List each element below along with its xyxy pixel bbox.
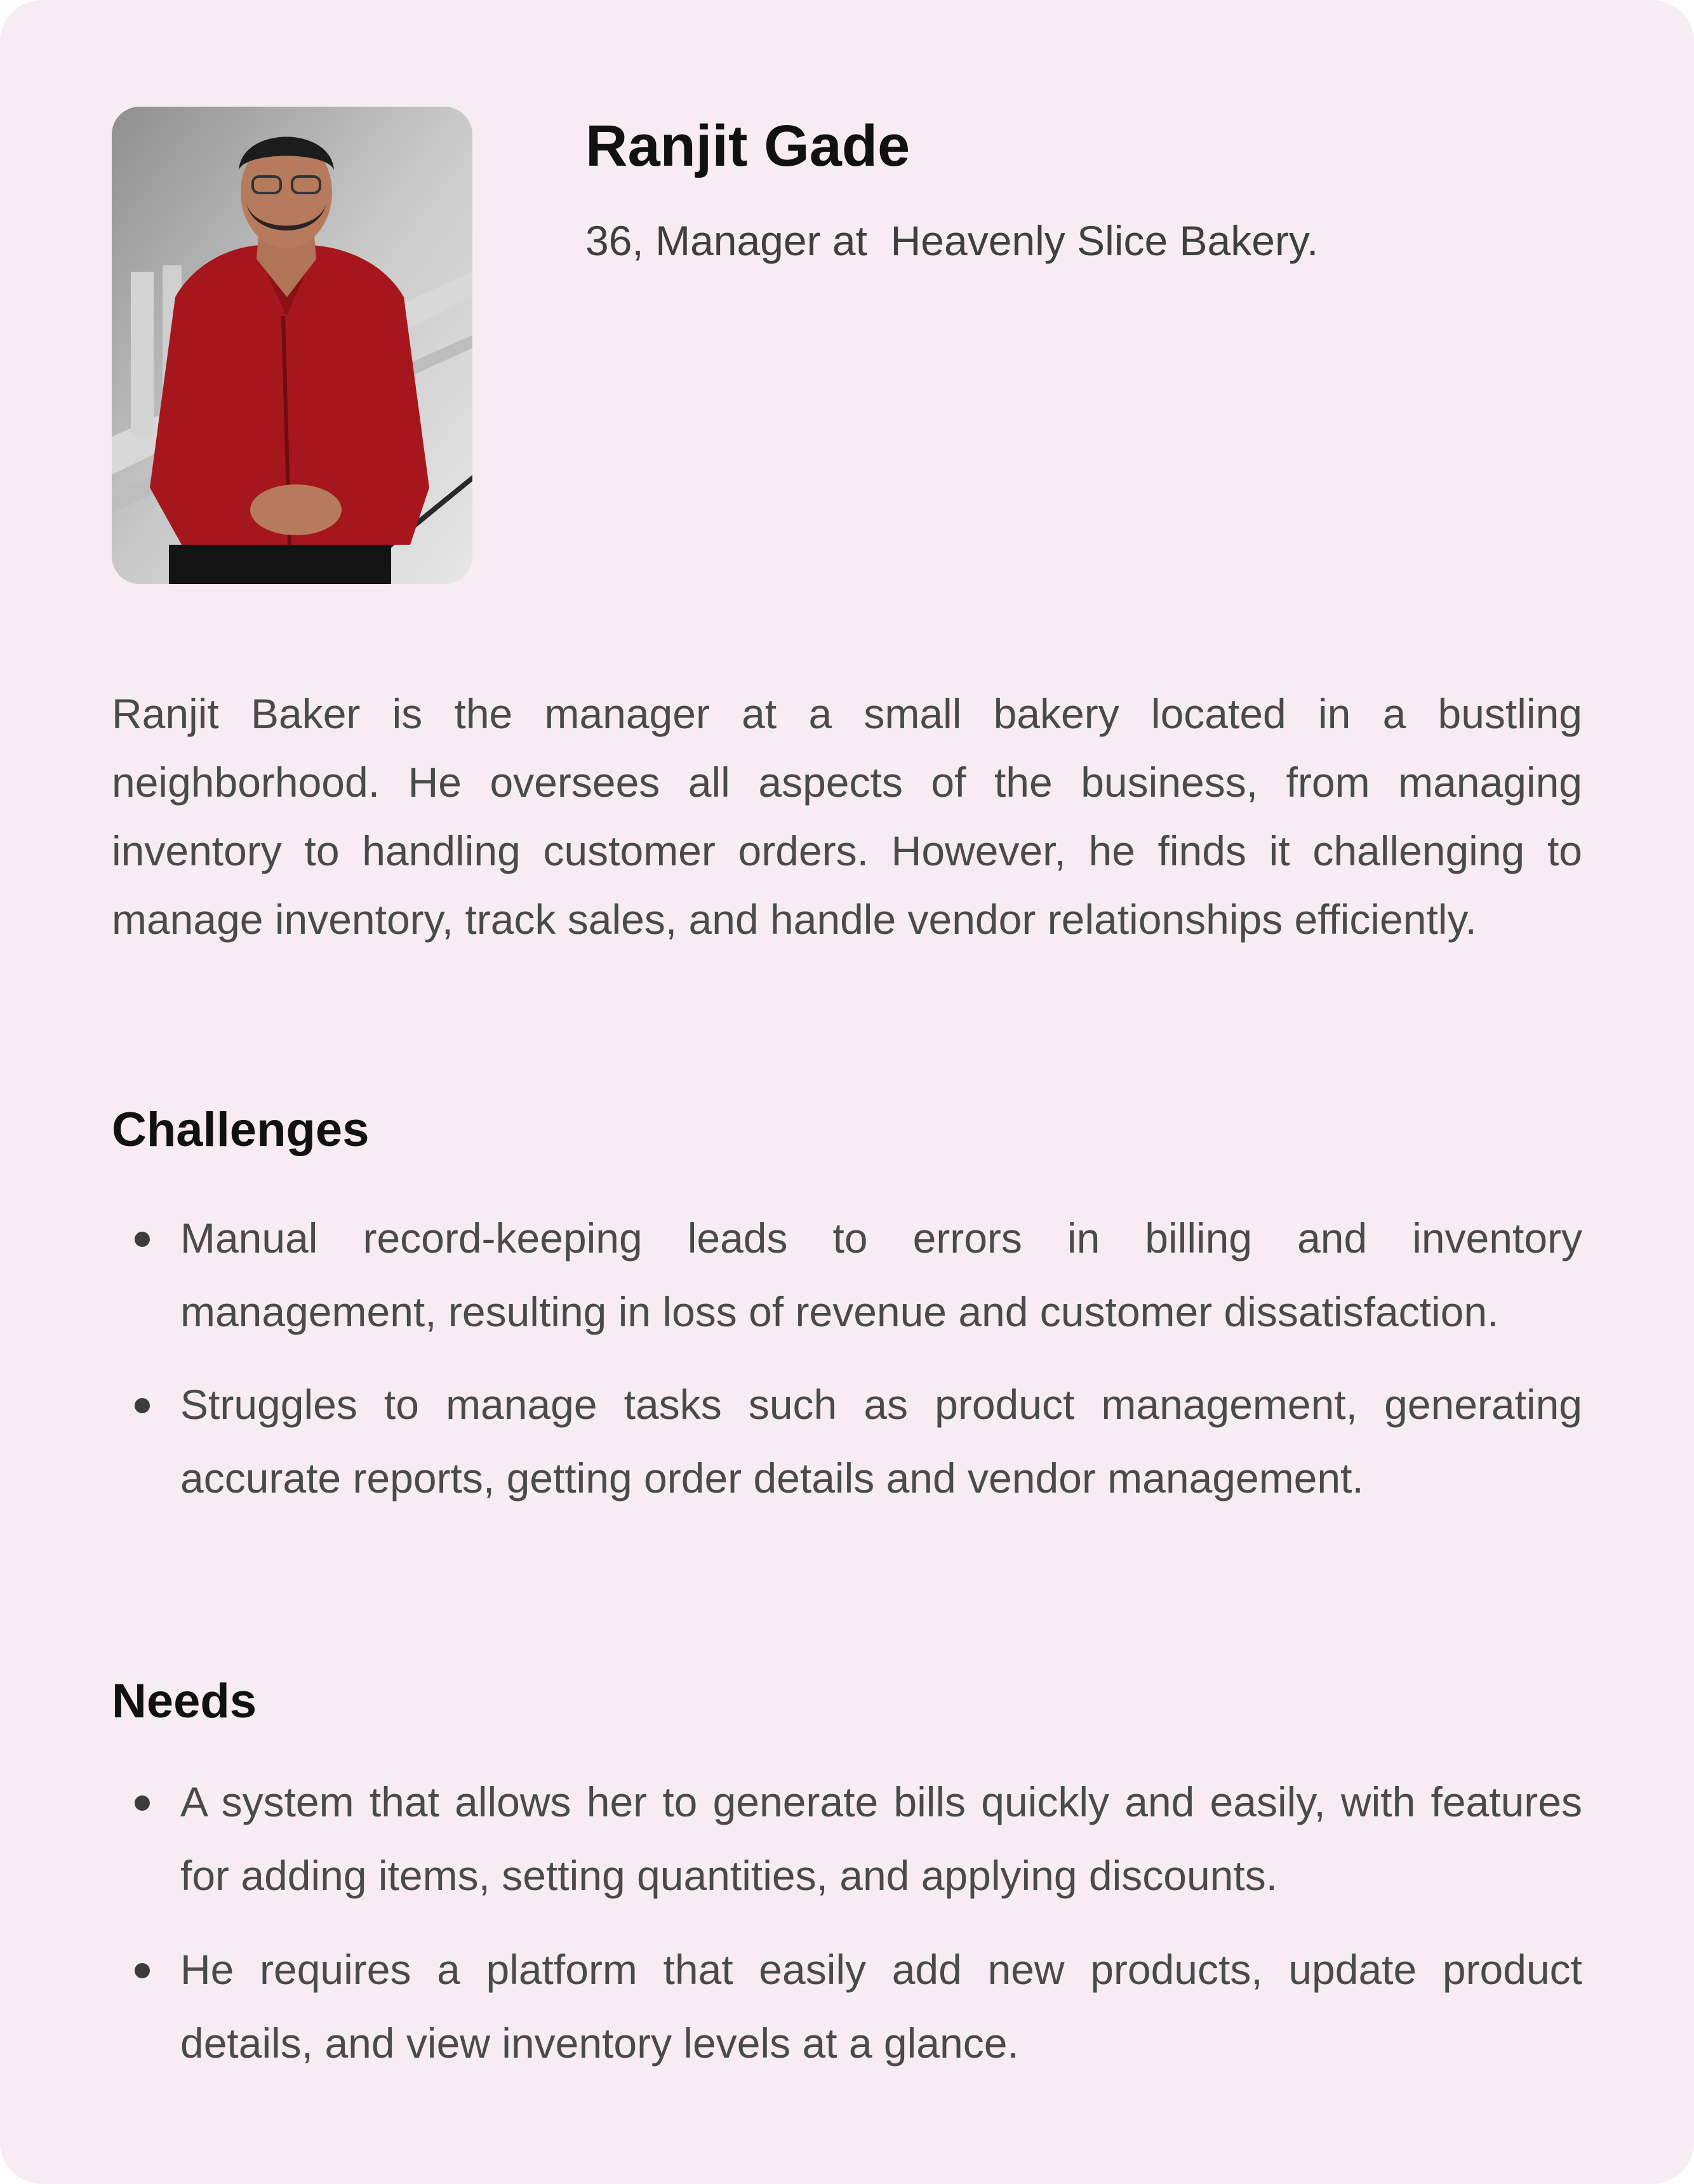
persona-subtitle: 36, Manager at Heavenly Slice Bakery. xyxy=(585,217,1319,264)
persona-bio: Ranjit Baker is the manager at a small bakery located in a bustling neighborhood. He oversees all aspects of the business, from managing inventory to handling customer orders. However, he finds it challenging to manage inventory, track sales, and handle vendor relationships efficiently. xyxy=(112,690,1582,943)
bullet-icon xyxy=(135,1398,150,1413)
list-item xyxy=(112,1201,1582,1348)
bullet-icon xyxy=(135,1963,150,1978)
persona-name: Ranjit Gade xyxy=(585,114,910,178)
list-item xyxy=(112,1933,1582,2080)
needs-heading: Needs xyxy=(112,1674,257,1728)
bullet-icon xyxy=(135,1232,150,1247)
person-photo-icon xyxy=(112,107,472,584)
challenge-text: Struggles to manage tasks such as product management, generating accurate reports, getting order details and vendor management. xyxy=(180,1381,1582,1502)
challenges-list xyxy=(112,1201,1582,1515)
challenges-heading: Challenges xyxy=(112,1103,370,1157)
need-text: A system that allows her to generate bills quickly and easily, with features for adding items, setting quantities, and applying discounts. xyxy=(180,1778,1582,1899)
bullet-icon xyxy=(135,1795,150,1811)
needs-list xyxy=(112,1765,1582,2080)
need-text: He requires a platform that easily add new products, update product details, and view inventory levels at a glance. xyxy=(180,1946,1582,2067)
list-item xyxy=(112,1765,1582,1912)
list-item xyxy=(112,1368,1582,1515)
challenge-text: Manual record-keeping leads to errors in billing and inventory management, resulting in loss of revenue and customer dissatisfaction. xyxy=(180,1215,1582,1335)
